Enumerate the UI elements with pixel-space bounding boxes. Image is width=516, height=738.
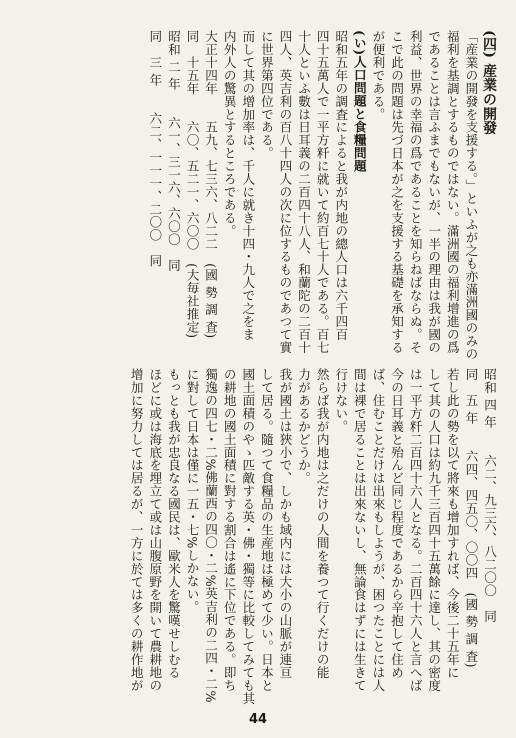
paragraph-line: もっとも我が忠良なる國民は、歐米人を驚嘆せしむる (165, 368, 181, 679)
upper-text-block (16, 30, 498, 360)
paragraph-line: 十人といふ數は日耳義の二百四十八人、和蘭陀の二百十 (296, 30, 312, 354)
paragraph-line: 昭和五年の調査によると我が内地の總人口は六千四百 (333, 30, 349, 341)
population-table-row: 大正十四年 五九、七三六、八二二 (國 勢 調 査) (203, 30, 219, 339)
population-table-row: 昭和 二 年 六一、三一六、六〇〇 同 (165, 30, 181, 272)
population-table-row: 同 五 年 六四、四五〇、〇〇四 (國 勢 調 査) (463, 368, 479, 668)
paragraph-line: 而して其の增加率は、千人に就き十四・九人で之をま (240, 30, 256, 341)
paragraph-line: して其の人口は約九千三百四十五萬餘に達し、其の密度 (426, 368, 442, 692)
paragraph-line: 今の日耳義と殆んど同じ程度であるから辛抱して住め (389, 368, 405, 679)
paragraph-line: 福利を基調とするものではない。滿洲國の福利增進の爲 (444, 30, 460, 354)
paragraph-line: 「産業の開發を支援する。」といふが之も亦滿洲國のみの (463, 30, 479, 361)
paragraph-line: に對して日本は僅に一五・七%しかない。 (184, 368, 200, 614)
population-table-row: 同 三 年 六二、一一一、二〇〇 同 (147, 30, 163, 268)
paragraph-line: 然らば我が内地は之だけの人間を養つて行くだけの能 (314, 368, 330, 679)
paragraph-line: ば、住むことだけは出來もしようが、困つたことには人 (370, 368, 386, 692)
paragraph-line: 内外人の驚異とするところである。 (221, 30, 237, 238)
paragraph-line: 若し此の勢を以て將來も增加すれば、今後二十五年に (444, 368, 460, 679)
paragraph-line: 四十五萬人で一平方粁に就いて約百七十人である。百七 (314, 30, 330, 354)
section-title: (四) 産業の開發 (481, 30, 497, 136)
paragraph-line: して居る。隨つて食糧品の生産地は極めて少い。日本と (258, 368, 274, 692)
lower-text-block (16, 368, 498, 705)
paragraph-line: 利益、世界の幸福の爲であることを知らねばならぬ。そ (407, 30, 423, 354)
page-number: 44 (248, 712, 268, 727)
paragraph-line: 四人、英吉利の百八十四人の次に位するものであつて實 (277, 30, 293, 354)
paragraph-line: 行けない。 (333, 368, 349, 433)
paragraph-line: 獨逸の四七・二%佛蘭西の四〇・二%英吉利の二四・二% (203, 368, 219, 703)
paragraph-line: の耕地の國土面積に對する割合は遙に下位である。即ち (221, 368, 237, 692)
paragraph-line: 增加に努力しては居るが、一方に於ては多くの耕作地が (128, 368, 144, 692)
population-table-row: 昭和 四 年 六二、九三六、八二〇〇 同 (482, 368, 497, 623)
paragraph-line: ほどに或は海底を埋立て或は山腹原野を開いて農耕地の (147, 368, 163, 692)
paragraph-line: こで此の問題は先づ日本が之を支援する基礎を承知する (389, 30, 405, 354)
paragraph-line: は一平方粁二百四十六人となる。二百四十六人と言へば (407, 368, 423, 692)
paragraph-line: に世界第四位である。 (258, 30, 274, 160)
subsection-title: (い)人口問題と食糧問題 (351, 30, 367, 173)
paragraph-line: 國土面積のやゝ匹敵する英・佛・獨等に比較してみても其 (240, 368, 256, 705)
paragraph-line: 間は裸で居ることは出來ないし、無論食はずには生きて (351, 368, 367, 692)
population-table-row: 同 十五年 六〇、五二一、六〇〇 (大毎社推定) (184, 30, 200, 339)
paragraph-line: 力があるかどうか。 (296, 368, 312, 485)
paragraph-line: であることは言ふまでもないが、一半の理由は我が國の (426, 30, 442, 354)
paragraph-line: 我が國土は狹小で、しかも域内には大小の山脈が連亘 (277, 368, 293, 679)
paragraph-line: が便利である。 (370, 30, 386, 121)
